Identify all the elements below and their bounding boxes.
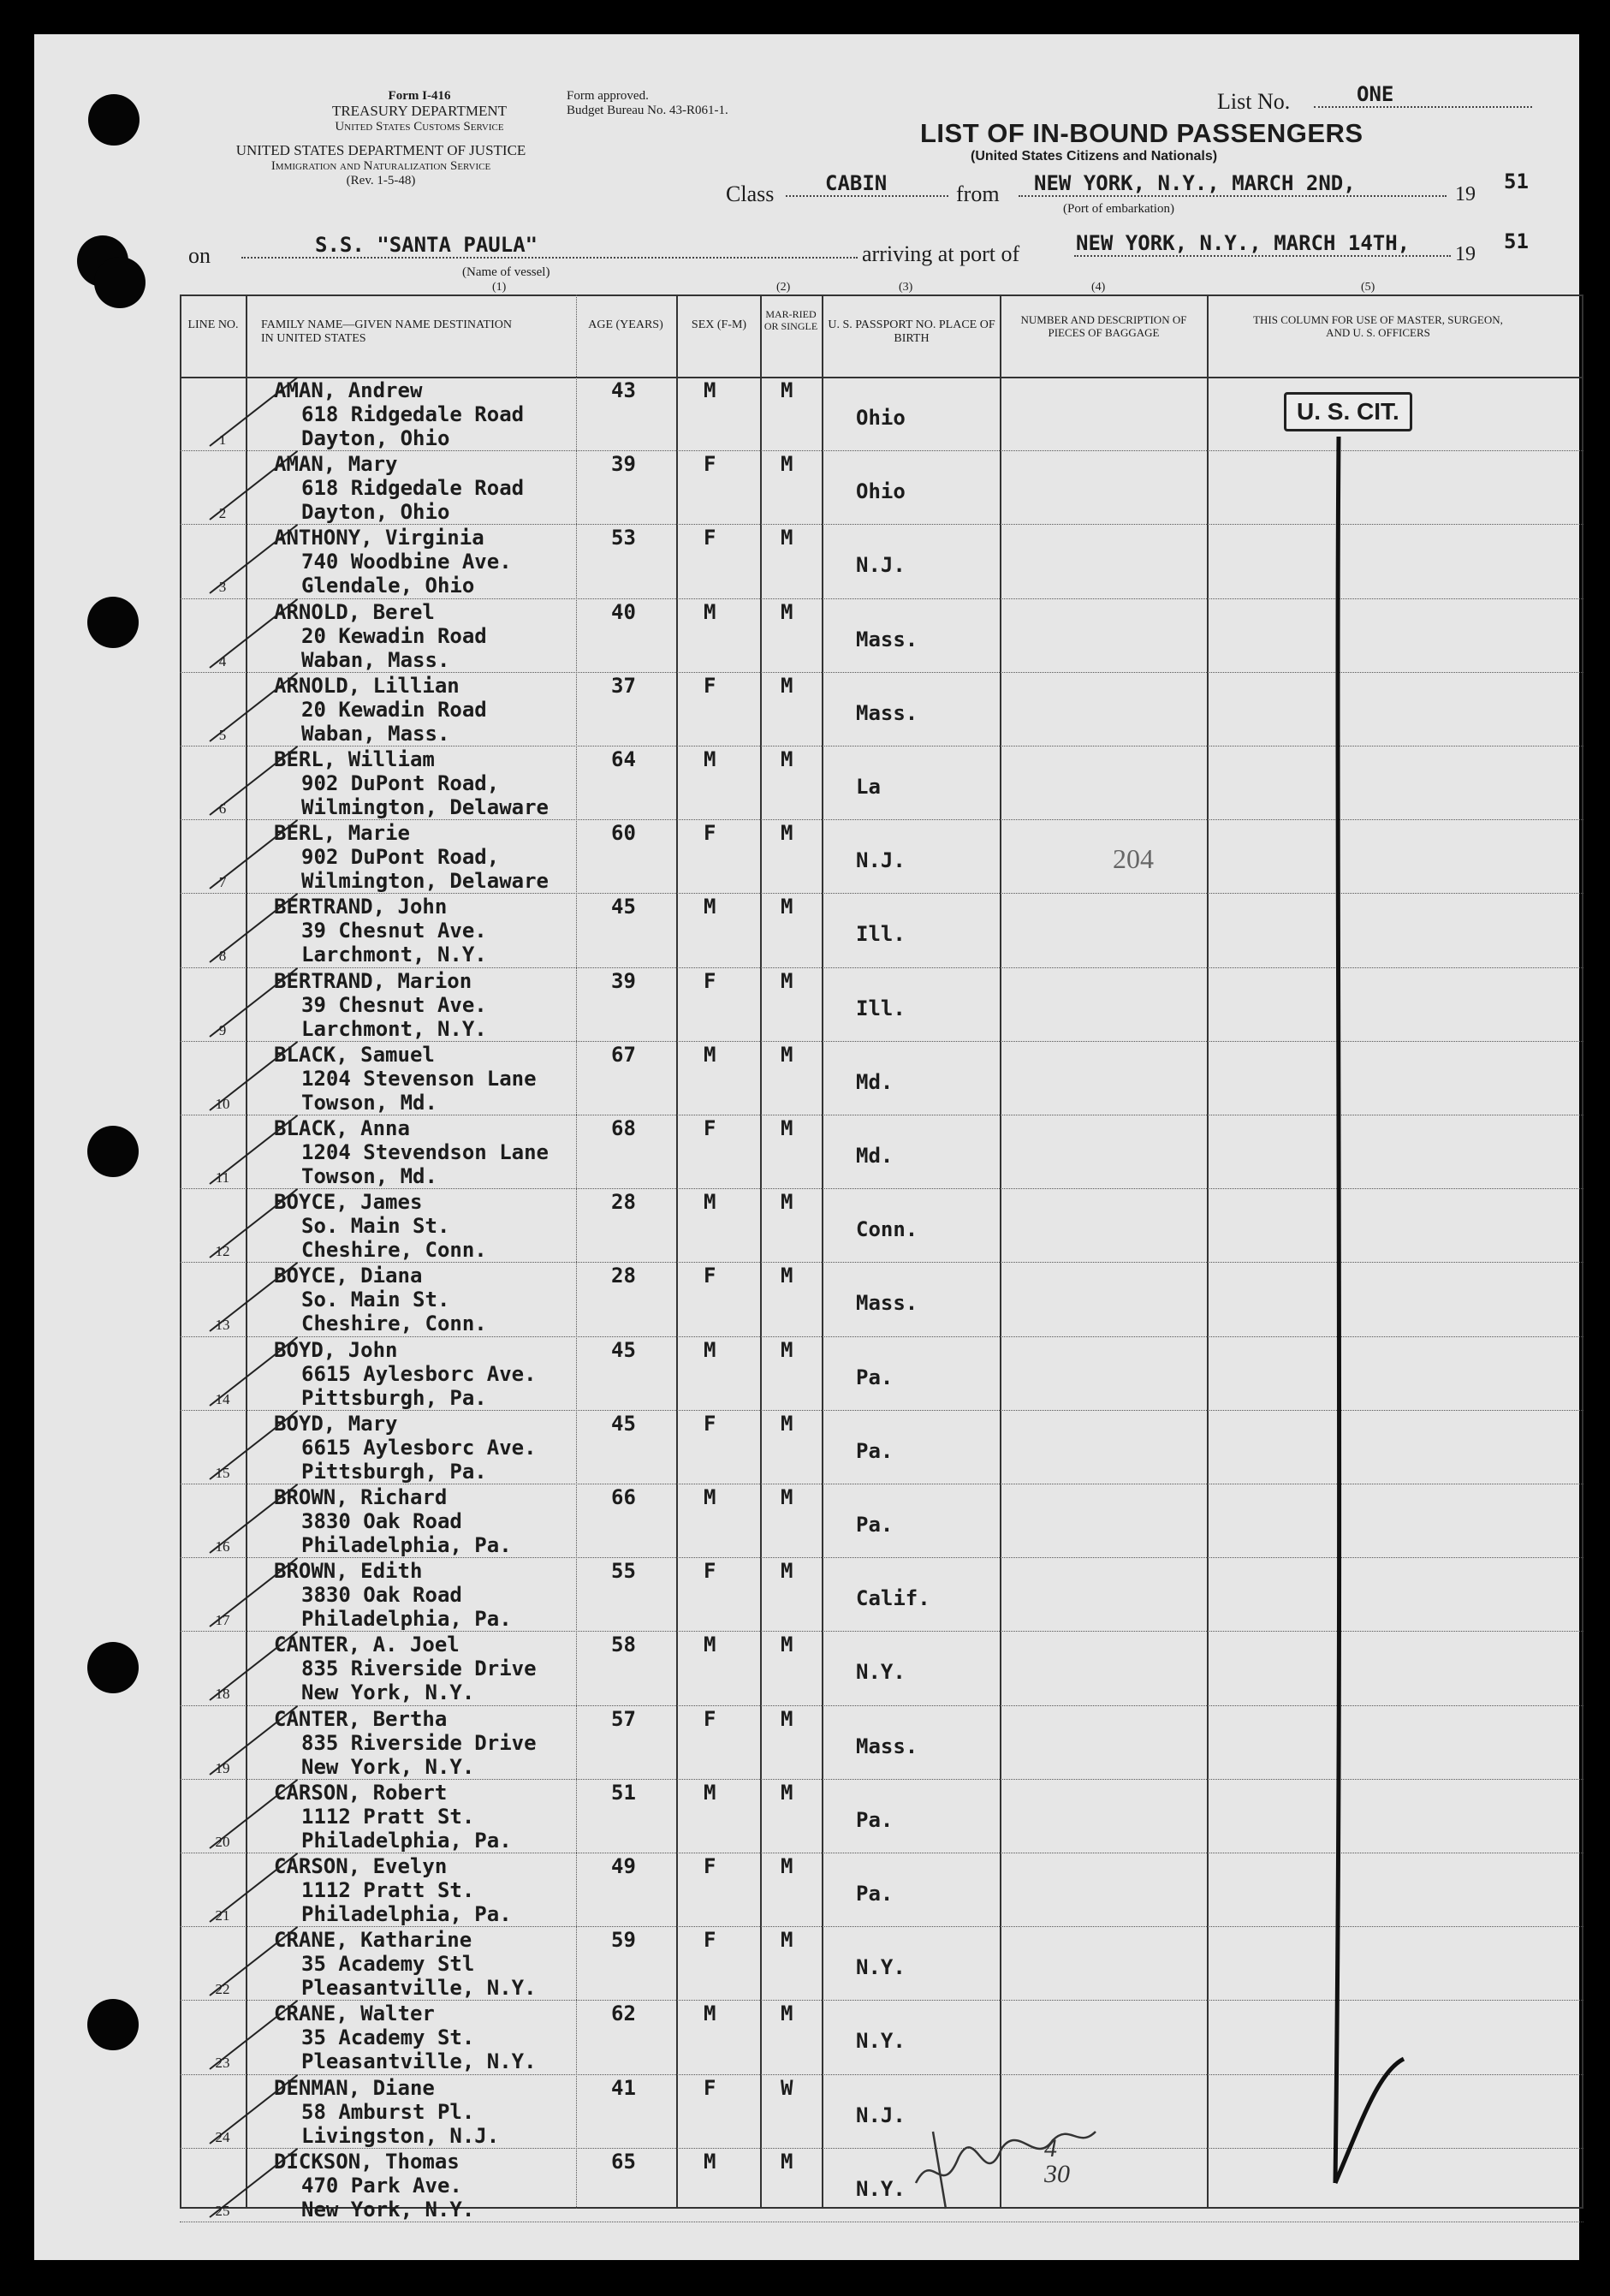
marital-status: M (781, 1854, 793, 1878)
column-number-3: (3) (899, 281, 913, 294)
line-number: 19 (215, 1759, 230, 1776)
address-line-1: 39 Chesnut Ave. (301, 919, 487, 943)
address-line-1: 835 Riverside Drive (301, 1657, 537, 1681)
address-line-1: 1204 Stevendson Lane (301, 1140, 549, 1164)
sex: F (704, 821, 716, 846)
marital-status: M (781, 821, 793, 846)
age: 43 (611, 378, 636, 402)
address-line-1: 35 Academy Stl (301, 1952, 475, 1977)
passenger-name: DENMAN, Diane (274, 2075, 435, 2100)
age: 64 (611, 747, 636, 771)
column-rule (1000, 294, 1001, 2209)
sex: F (704, 1411, 716, 1436)
address-line-1: 39 Chesnut Ave. (301, 992, 487, 1017)
list-label: List No. (1217, 89, 1291, 114)
passenger-name: BERTRAND, John (274, 895, 448, 919)
budget-bureau: Budget Bureau No. 43-R061-1. (567, 104, 728, 117)
sex: F (704, 1559, 716, 1584)
line-number: 3 (218, 579, 227, 596)
age: 28 (611, 1264, 636, 1288)
marital-status: M (781, 1264, 793, 1288)
address-line-2: Pittsburgh, Pa. (301, 1385, 487, 1410)
address-line-1: So. Main St. (301, 1214, 450, 1239)
passenger-name: AMAN, Andrew (274, 378, 423, 402)
sex: M (704, 1485, 716, 1509)
address-line-2: Philadelphia, Pa. (301, 1533, 512, 1557)
place-of-birth: Ill. (856, 996, 906, 1020)
address-line-2: Dayton, Ohio (301, 426, 450, 450)
passenger-name: CRANE, Walter (274, 2002, 435, 2026)
passenger-name: BOYCE, Diana (274, 1264, 423, 1288)
marital-status: M (781, 2149, 793, 2174)
column-number-1: (1) (492, 281, 507, 294)
place-of-birth: N.J. (856, 553, 906, 578)
form-revision: (Rev. 1-5-48) (346, 174, 416, 187)
address-line-2: Wilmington, Delaware (301, 795, 549, 819)
line-number: 9 (218, 1021, 227, 1038)
place-of-birth: Calif. (856, 1586, 930, 1611)
place-of-birth: Mass. (856, 700, 918, 725)
passenger-name: BLACK, Samuel (274, 1042, 435, 1067)
marital-status: M (781, 1411, 793, 1436)
marital-status: M (781, 1928, 793, 1953)
ins-service: Immigration and Naturalization Service (270, 159, 491, 173)
sex: M (704, 1633, 716, 1657)
marital-status: M (781, 1337, 793, 1362)
address-line-1: 58 Amburst Pl. (301, 2099, 475, 2124)
address-line-2: New York, N.Y. (301, 1680, 475, 1705)
passenger-name: DICKSON, Thomas (274, 2149, 460, 2174)
port-embark-note: (Port of embarkation) (1063, 202, 1174, 216)
column-rule (576, 294, 577, 2209)
line-number: 12 (215, 1243, 230, 1260)
customs-service: United States Customs Service (335, 120, 504, 134)
place-of-birth: Mass. (856, 1291, 918, 1316)
column-rule (760, 294, 762, 2209)
sex: F (704, 452, 716, 477)
marital-status: M (781, 968, 793, 993)
age: 68 (611, 1116, 636, 1140)
line-number: 10 (215, 1095, 230, 1112)
passenger-name: AMAN, Mary (274, 452, 398, 477)
from-value: NEW YORK, N.Y., MARCH 2ND, (1019, 171, 1447, 197)
address-line-1: 6615 Aylesborc Ave. (301, 1361, 537, 1386)
line-number: 17 (215, 1612, 230, 1629)
address-line-2: Towson, Md. (301, 1164, 437, 1188)
age: 65 (611, 2149, 636, 2174)
sex: F (704, 1854, 716, 1878)
vessel-value: S.S. "SANTA PAULA" (241, 233, 858, 259)
age: 66 (611, 1485, 636, 1509)
column-number-4: (4) (1091, 281, 1106, 294)
address-line-2: Pleasantville, N.Y. (301, 1976, 537, 2001)
address-line-1: 35 Academy St. (301, 2025, 475, 2050)
sex: M (704, 1042, 716, 1067)
address-line-2: Philadelphia, Pa. (301, 1607, 512, 1632)
justice-dept: UNITED STATES DEPARTMENT OF JUSTICE (235, 142, 526, 158)
sex: M (704, 1190, 716, 1215)
place-of-birth: Ill. (856, 922, 906, 947)
marital-status: M (781, 2002, 793, 2026)
marital-status: W (781, 2075, 793, 2100)
sex: F (704, 968, 716, 993)
sex: M (704, 1337, 716, 1362)
marital-status: M (781, 1706, 793, 1731)
form-approved: Form approved. (567, 89, 649, 103)
handwritten-note: 4 30 (1044, 2134, 1070, 2188)
sex: M (704, 599, 716, 624)
header-age: AGE (YEARS) (588, 318, 663, 331)
place-of-birth: Ohio (856, 479, 906, 504)
age: 67 (611, 1042, 636, 1067)
line-number: 25 (215, 2202, 230, 2219)
place-of-birth: Md. (856, 1069, 894, 1094)
address-line-2: New York, N.Y. (301, 2197, 475, 2222)
year-2: 51 (1504, 229, 1529, 253)
header-line-no: LINE NO. (187, 318, 239, 331)
place-of-birth: N.Y. (856, 1660, 906, 1685)
sex: F (704, 526, 716, 550)
place-of-birth: La (856, 775, 881, 799)
sex: M (704, 2149, 716, 2174)
sex: F (704, 1264, 716, 1288)
age: 45 (611, 895, 636, 919)
age: 39 (611, 968, 636, 993)
address-line-1: 740 Woodbine Ave. (301, 550, 512, 574)
passenger-name: BLACK, Anna (274, 1116, 410, 1140)
marital-status: M (781, 1780, 793, 1805)
marital-status: M (781, 1633, 793, 1657)
address-line-2: Glendale, Ohio (301, 574, 475, 598)
passenger-name: BOYD, John (274, 1337, 398, 1362)
place-of-birth: Pa. (856, 1438, 894, 1463)
arriving-value: NEW YORK, N.Y., MARCH 14TH, (1074, 231, 1451, 257)
punch-hole (87, 1126, 139, 1177)
form-title: LIST OF IN-BOUND PASSENGERS (920, 118, 1363, 148)
address-line-2: Larchmont, N.Y. (301, 1016, 487, 1041)
place-of-birth: N.J. (856, 848, 906, 873)
year-1: 51 (1504, 170, 1529, 193)
address-line-2: Philadelphia, Pa. (301, 1828, 512, 1853)
address-line-2: Larchmont, N.Y. (301, 943, 487, 967)
address-line-1: 1204 Stevenson Lane (301, 1066, 537, 1091)
address-line-2: Pittsburgh, Pa. (301, 1459, 487, 1484)
address-line-1: 835 Riverside Drive (301, 1730, 537, 1755)
marital-status: M (781, 747, 793, 771)
passenger-name: BERL, William (274, 747, 435, 771)
passenger-name: CARSON, Evelyn (274, 1854, 448, 1878)
passenger-name: BERTRAND, Marion (274, 968, 472, 993)
column-rule (1207, 294, 1209, 2209)
marital-status: M (781, 673, 793, 698)
address-line-2: Towson, Md. (301, 1090, 437, 1115)
sex: M (704, 2002, 716, 2026)
sex: F (704, 673, 716, 698)
passenger-name: ANTHONY, Virginia (274, 526, 484, 550)
passenger-name: BROWN, Edith (274, 1559, 423, 1584)
place-of-birth: N.Y. (856, 1955, 906, 1980)
line-number: 13 (215, 1317, 230, 1334)
line-number: 20 (215, 1833, 230, 1850)
sex: M (704, 895, 716, 919)
line-number: 24 (215, 2128, 230, 2145)
age: 58 (611, 1633, 636, 1657)
age: 28 (611, 1190, 636, 1215)
header-name: FAMILY NAME—GIVEN NAME DESTINATION IN UNITED STATES (261, 318, 512, 345)
vessel-note: (Name of vessel) (462, 265, 550, 279)
address-line-2: Wilmington, Delaware (301, 869, 549, 894)
column-number-2: (2) (776, 281, 791, 294)
line-number: 6 (218, 800, 227, 817)
age: 53 (611, 526, 636, 550)
age: 37 (611, 673, 636, 698)
from-label: from (956, 181, 1000, 206)
address-line-2: Waban, Mass. (301, 721, 450, 746)
passenger-name: CANTER, Bertha (274, 1706, 448, 1731)
sex: F (704, 2075, 716, 2100)
place-of-birth: Ohio (856, 406, 906, 430)
ditto-line (1284, 428, 1455, 2226)
marital-status: M (781, 526, 793, 550)
address-line-1: 6615 Aylesborc Ave. (301, 1435, 537, 1460)
class-label: Class (726, 181, 775, 206)
address-line-1: 470 Park Ave. (301, 2173, 462, 2198)
passenger-name: CARSON, Robert (274, 1780, 448, 1805)
handwritten-initials (907, 2097, 1113, 2217)
line-number: 7 (218, 874, 227, 891)
sex: F (704, 1706, 716, 1731)
age: 55 (611, 1559, 636, 1584)
address-line-2: Livingston, N.J. (301, 2123, 500, 2148)
passenger-name: CRANE, Katharine (274, 1928, 472, 1953)
address-line-2: Dayton, Ohio (301, 500, 450, 525)
passenger-name: BOYD, Mary (274, 1411, 398, 1436)
us-citizen-stamp: U. S. CIT. (1284, 392, 1412, 431)
age: 39 (611, 452, 636, 477)
place-of-birth: Md. (856, 1144, 894, 1168)
punch-hole (87, 1642, 139, 1693)
line-number: 15 (215, 1464, 230, 1481)
place-of-birth: Mass. (856, 1734, 918, 1758)
address-line-1: 902 DuPont Road, (301, 771, 500, 795)
place-of-birth: Mass. (856, 627, 918, 651)
header-officers: THIS COLUMN FOR USE OF MASTER, SURGEON, AND U. S. OFFICERS (1253, 313, 1503, 339)
marital-status: M (781, 1485, 793, 1509)
passenger-name: BROWN, Richard (274, 1485, 448, 1509)
marital-status: M (781, 1042, 793, 1067)
line-number: 1 (218, 431, 227, 448)
line-number: 14 (215, 1390, 230, 1407)
address-line-2: Waban, Mass. (301, 647, 450, 672)
place-of-birth: Pa. (856, 1513, 894, 1537)
address-line-1: 1112 Pratt St. (301, 1804, 475, 1829)
form-number: Form I-416 (388, 89, 451, 103)
header-married: MAR-RIED OR SINGLE (763, 308, 818, 332)
punch-hole (88, 94, 140, 146)
header-passport: U. S. PASSPORT NO. PLACE OF BIRTH (828, 318, 995, 345)
age: 45 (611, 1411, 636, 1436)
place-of-birth: Pa. (856, 1882, 894, 1906)
address-line-1: 3830 Oak Road (301, 1509, 462, 1533)
line-number: 16 (215, 1538, 230, 1555)
sex: M (704, 1780, 716, 1805)
year-prefix-2: 19 (1455, 243, 1476, 265)
punch-hole (87, 1999, 139, 2050)
address-line-1: 20 Kewadin Road (301, 697, 487, 722)
address-line-1: 20 Kewadin Road (301, 623, 487, 648)
sex: F (704, 1116, 716, 1140)
marital-status: M (781, 1559, 793, 1584)
line-number: 18 (215, 1686, 230, 1703)
line-number: 23 (215, 2055, 230, 2072)
age: 60 (611, 821, 636, 846)
address-line-1: 902 DuPont Road, (301, 845, 500, 870)
address-line-1: 3830 Oak Road (301, 1583, 462, 1608)
line-number: 21 (215, 1907, 230, 1924)
address-line-2: Cheshire, Conn. (301, 1238, 487, 1263)
address-line-1: 618 Ridgedale Road (301, 476, 525, 501)
age: 45 (611, 1337, 636, 1362)
column-rule (676, 294, 678, 2209)
marital-status: M (781, 378, 793, 402)
passenger-name: ARNOLD, Lillian (274, 673, 460, 698)
marital-status: M (781, 599, 793, 624)
line-number: 5 (218, 726, 227, 743)
column-rule (822, 294, 823, 2209)
place-of-birth: N.Y. (856, 2029, 906, 2054)
sex: M (704, 378, 716, 402)
class-value: CABIN (786, 171, 948, 197)
line-number: 8 (218, 948, 227, 965)
address-line-2: Philadelphia, Pa. (301, 1902, 512, 1926)
year-prefix-1: 19 (1455, 183, 1476, 205)
address-line-1: 1112 Pratt St. (301, 1878, 475, 1902)
age: 40 (611, 599, 636, 624)
place-of-birth: Pa. (856, 1807, 894, 1832)
passenger-name: BOYCE, James (274, 1190, 423, 1215)
age: 51 (611, 1780, 636, 1805)
line-number: 11 (215, 1169, 230, 1186)
marital-status: M (781, 895, 793, 919)
header-baggage: NUMBER AND DESCRIPTION OF PIECES OF BAGGAGE (1020, 313, 1187, 339)
column-number-5: (5) (1361, 281, 1375, 294)
form-subtitle: (United States Citizens and Nationals) (971, 149, 1218, 164)
treasury-dept: TREASURY DEPARTMENT (331, 103, 508, 119)
on-label: on (188, 243, 211, 268)
punch-hole (94, 257, 146, 308)
address-line-2: Pleasantville, N.Y. (301, 2049, 537, 2074)
line-number: 22 (215, 1981, 230, 1998)
sex: M (704, 747, 716, 771)
column-rule (246, 294, 247, 2209)
line-number: 2 (218, 505, 227, 522)
age: 59 (611, 1928, 636, 1953)
line-number: 4 (218, 652, 227, 669)
page-number: 204 (1113, 843, 1154, 874)
age: 41 (611, 2075, 636, 2100)
place-of-birth: N.Y. (856, 2176, 906, 2201)
list-value: ONE (1314, 82, 1532, 108)
place-of-birth: Conn. (856, 1217, 918, 1242)
place-of-birth: N.J. (856, 2103, 906, 2127)
punch-hole (87, 597, 139, 648)
sex: F (704, 1928, 716, 1953)
passenger-name: CANTER, A. Joel (274, 1633, 460, 1657)
place-of-birth: Pa. (856, 1365, 894, 1389)
address-line-1: 618 Ridgedale Road (301, 402, 525, 426)
passenger-name: ARNOLD, Berel (274, 599, 435, 624)
arriving-label: arriving at port of (862, 241, 1020, 266)
age: 62 (611, 2002, 636, 2026)
address-line-2: New York, N.Y. (301, 1754, 475, 1779)
age: 49 (611, 1854, 636, 1878)
marital-status: M (781, 452, 793, 477)
header-sex: SEX (F-M) (691, 318, 747, 331)
age: 57 (611, 1706, 636, 1731)
address-line-1: So. Main St. (301, 1288, 450, 1312)
marital-status: M (781, 1116, 793, 1140)
passenger-name: BERL, Marie (274, 821, 410, 846)
marital-status: M (781, 1190, 793, 1215)
address-line-2: Cheshire, Conn. (301, 1312, 487, 1336)
